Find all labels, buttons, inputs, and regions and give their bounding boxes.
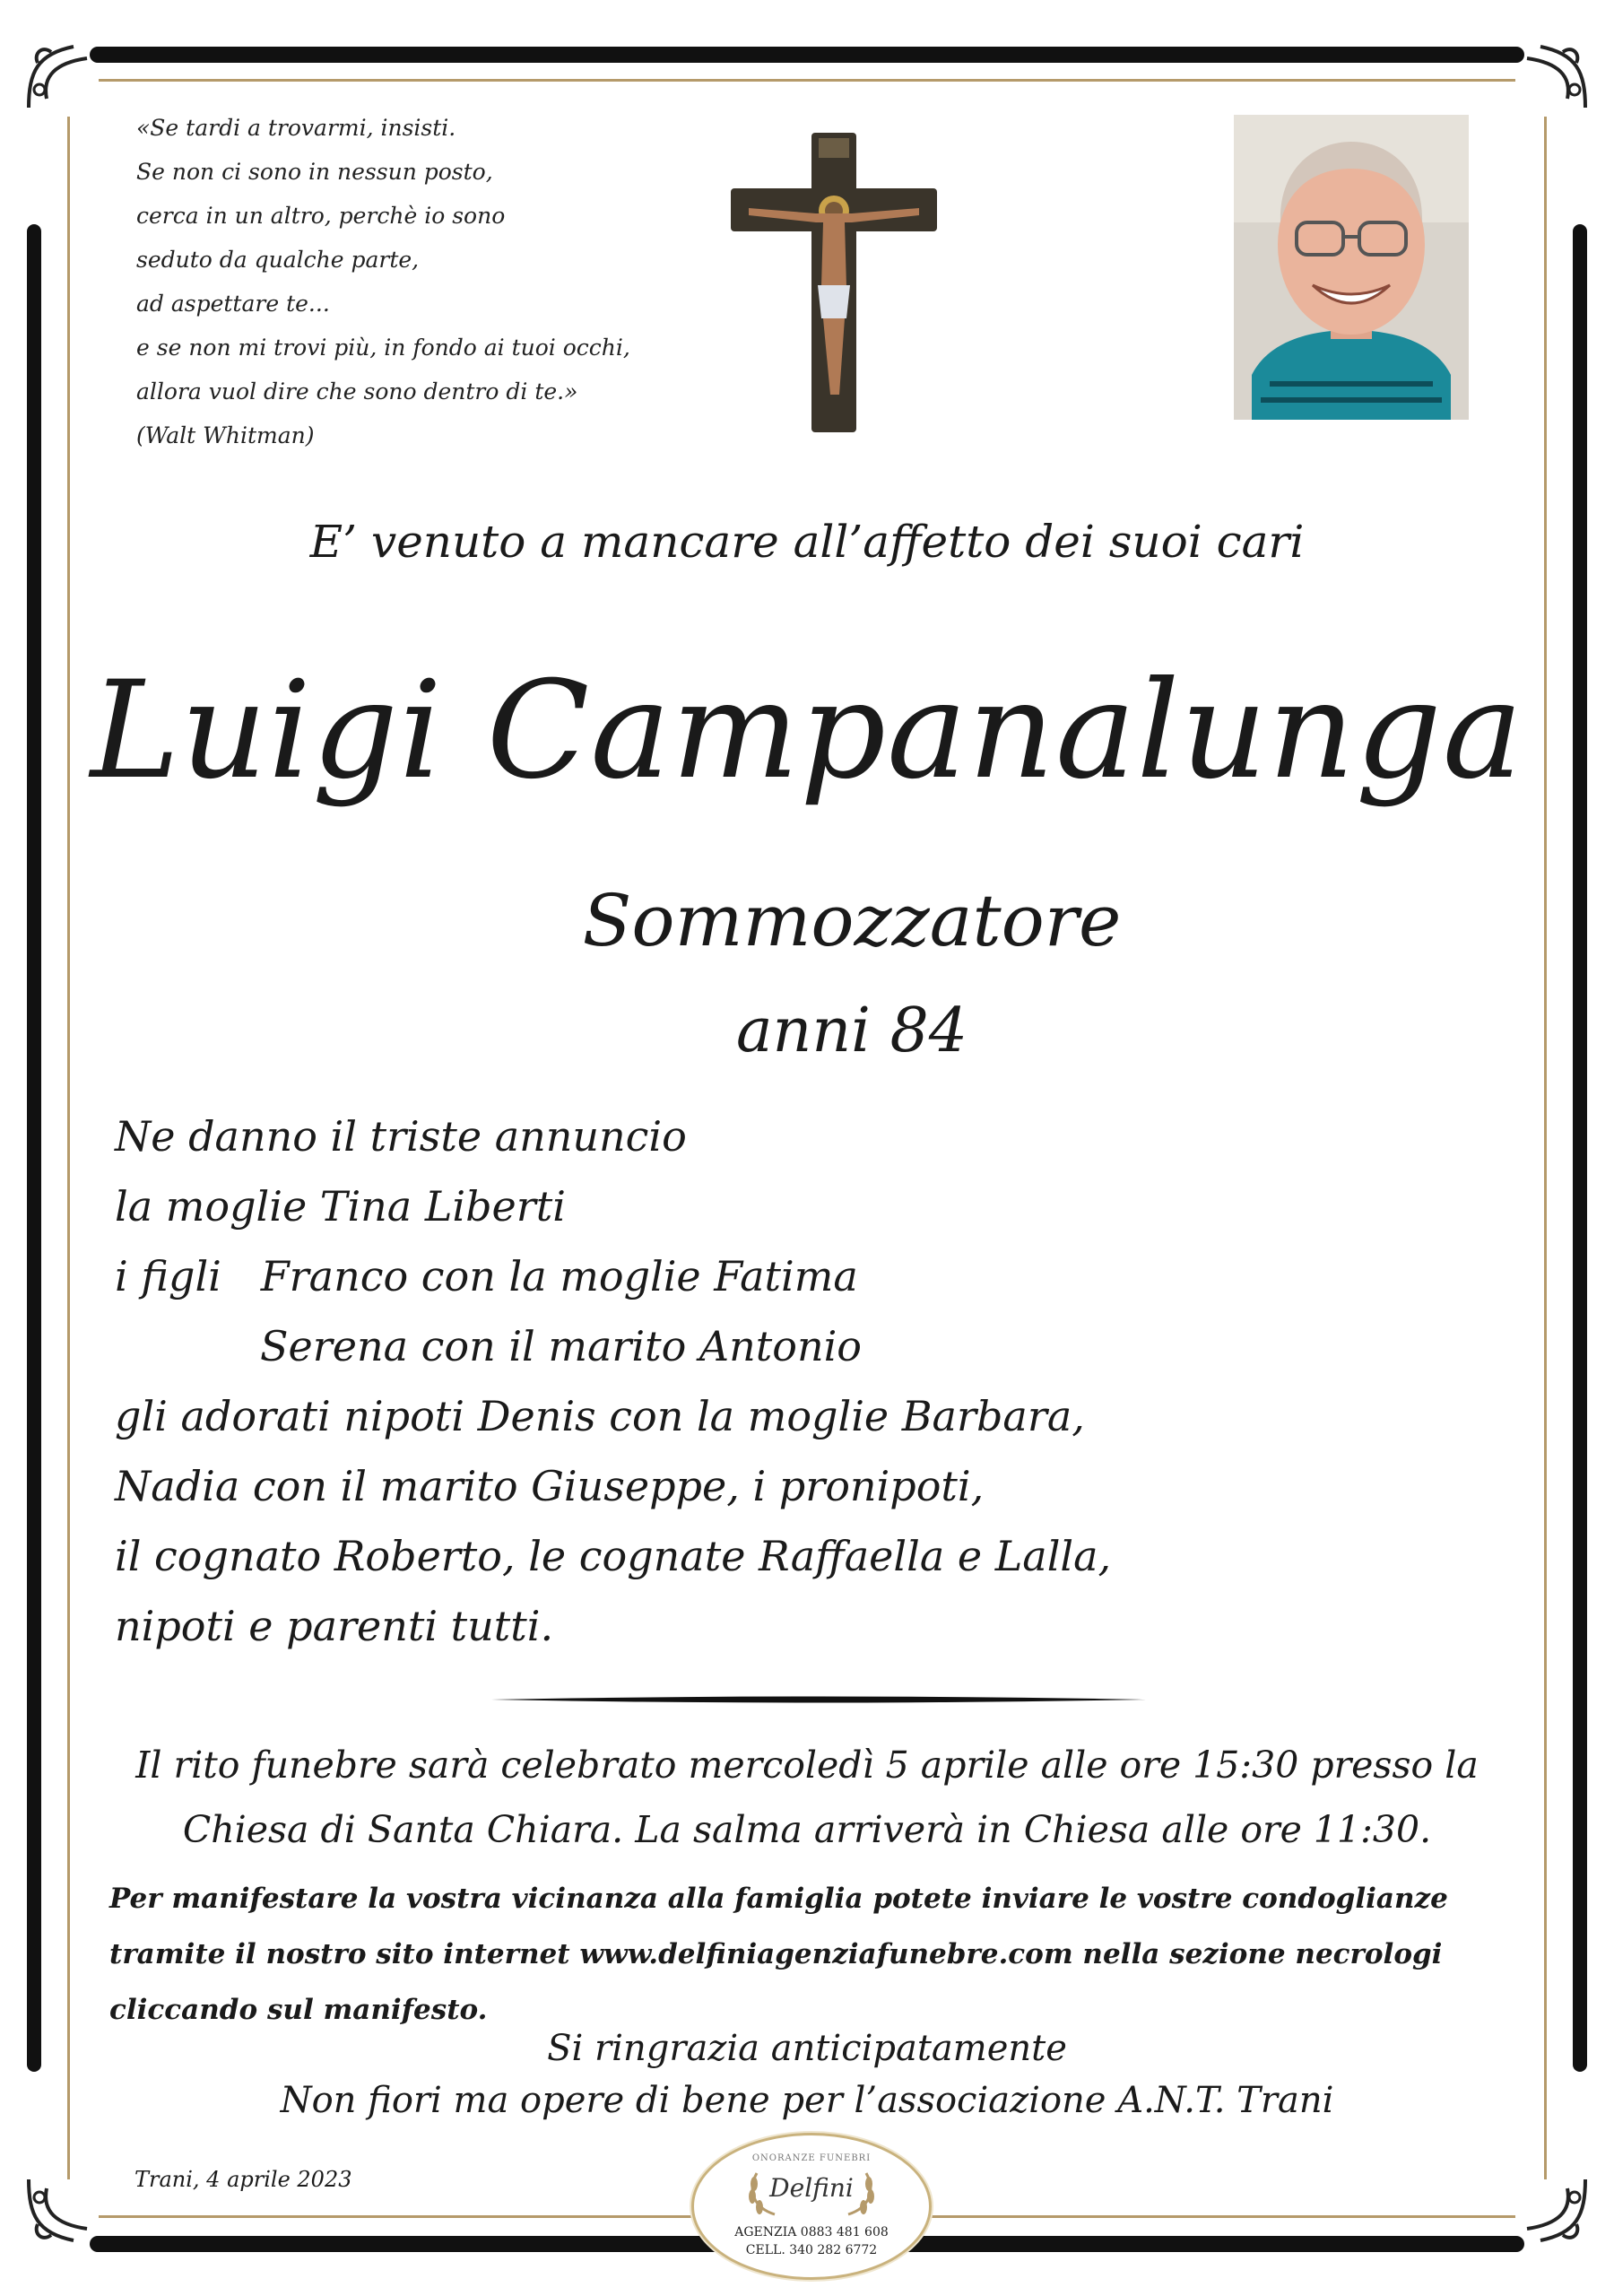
- agency-logo: [691, 2133, 932, 2280]
- crucifix-icon: [726, 126, 941, 439]
- right-gold-line: [1544, 117, 1547, 2179]
- condolences-line: tramite il nostro sito internet www.delfiniagenziafunebre.com nella sezione necrologi: [109, 1938, 1443, 1970]
- corner-ornament-icon: [20, 36, 100, 117]
- family-announcement: [115, 1101, 1280, 1661]
- corner-ornament-icon: [1514, 36, 1594, 117]
- quote-line: Se non ci sono in nessun posto,: [136, 159, 493, 185]
- family-line: la moglie Tina Liberti: [115, 1182, 566, 1231]
- agency-cell: CELL. 340 282 6772: [745, 2243, 878, 2257]
- quote-line: allora vuol dire che sono dentro di te.»: [136, 378, 578, 404]
- thanks-line: Non fiori ma opere di bene per l’associazione A.N.T. Trani: [280, 2080, 1334, 2121]
- announcement-date: Trani, 4 aprile 2023: [134, 2167, 352, 2192]
- family-line: gli adorati nipoti Denis con la moglie Barbara,: [115, 1392, 1085, 1440]
- quote-line: ad aspettare te...: [136, 291, 330, 317]
- rite-line: Il rito funebre sarà celebrato mercoledì 5 aprile alle ore 15:30 presso la: [135, 1744, 1479, 1787]
- agency-phone: AGENZIA 0883 481 608: [734, 2225, 889, 2239]
- quote-line: seduto da qualche parte,: [136, 247, 420, 273]
- quote-author: (Walt Whitman): [136, 422, 315, 448]
- condolences-line: Per manifestare la vostra vicinanza alla famiglia potete inviare le vostre condoglianze: [109, 1883, 1448, 1915]
- left-border: [27, 224, 41, 2072]
- family-line: Serena con il marito Antonio: [260, 1322, 862, 1370]
- top-gold-line: [99, 79, 1515, 82]
- quote-line: cerca in un altro, perchè io sono: [136, 203, 506, 229]
- deceased-age: anni 84: [735, 996, 968, 1066]
- right-border: [1573, 224, 1587, 2072]
- agency-name: Delfini: [769, 2173, 854, 2203]
- funeral-rite: [90, 1733, 1524, 1862]
- family-line: Ne danno il triste annuncio: [115, 1112, 687, 1161]
- family-line: il cognato Roberto, le cognate Raffaella e Lalla,: [115, 1532, 1112, 1580]
- left-gold-line: [67, 117, 70, 2179]
- family-line: Nadia con il marito Giuseppe, i pronipoti,: [115, 1462, 985, 1510]
- intro-text: E’ venuto a mancare all’affetto dei suoi cari: [309, 516, 1305, 568]
- agency-tagline: ONORANZE FUNEBRI: [751, 2153, 872, 2163]
- quote-line: e se non mi trovi più, in fondo ai tuoi occhi,: [136, 335, 630, 361]
- corner-ornament-icon: [20, 2170, 100, 2251]
- family-line: i figli Franco con la moglie Fatima: [115, 1252, 858, 1300]
- rite-line: Chiesa di Santa Chiara. La salma arriverà in Chiesa alle ore 11:30.: [182, 1808, 1432, 1851]
- thanks-text: [0, 2022, 1614, 2126]
- deceased-profession: Sommozzatore: [582, 879, 1122, 962]
- condolences-note: [109, 1871, 1544, 2038]
- top-border: [90, 47, 1524, 63]
- deceased-name: Luigi Campanalunga: [90, 653, 1524, 809]
- family-line: nipoti e parenti tutti.: [115, 1602, 554, 1650]
- section-divider: [491, 1695, 1146, 1704]
- condolences-line: cliccando sul manifesto.: [109, 1994, 488, 2026]
- portrait-photo: [1234, 115, 1469, 420]
- poem-quote: [136, 106, 674, 457]
- thanks-line: Si ringrazia anticipatamente: [547, 2028, 1067, 2069]
- corner-ornament-icon: [1514, 2170, 1594, 2251]
- quote-line: «Se tardi a trovarmi, insisti.: [136, 115, 456, 141]
